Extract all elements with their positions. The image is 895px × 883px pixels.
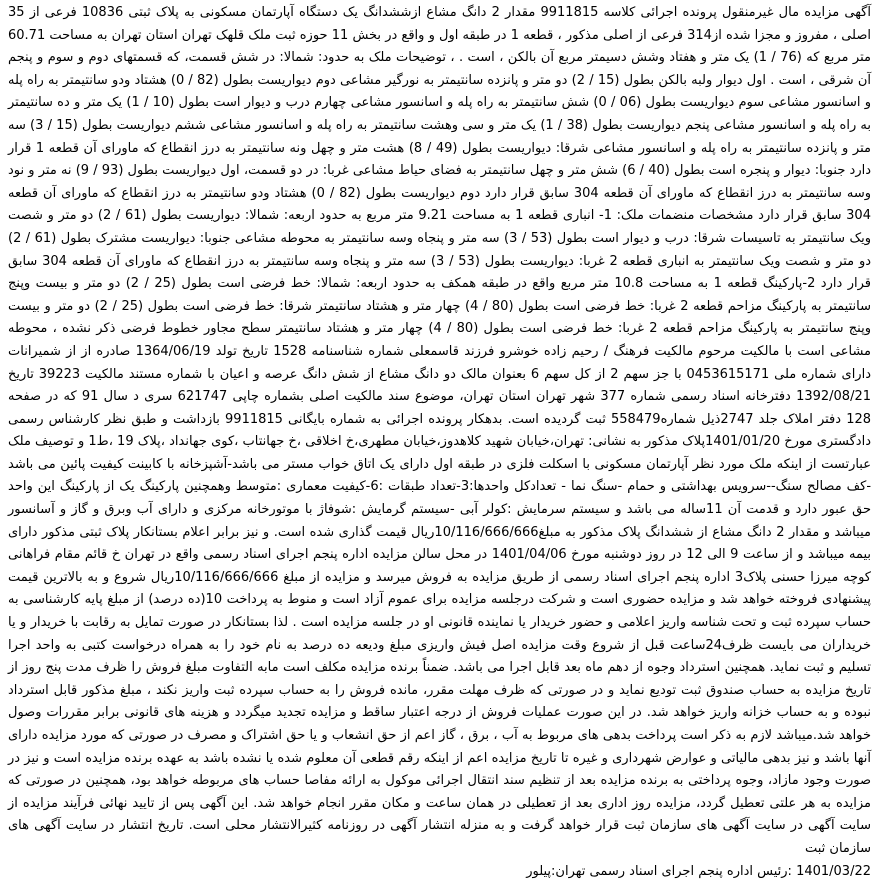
notice-footer: 1401/03/22 :رئیس اداره پنجم اجرای اسناد رسمی تهران:پیلور (526, 863, 871, 879)
notice-body: آگهی مزایده مال غیرمنقول پرونده اجرائی کلاسه 9911815 مقدار 2 دانگ مشاع ازششدانگ یک دستگاه آپارتمان مسکونی به پلاک ثبتی 10836 فرعی از 35 اصلی ، مفروز و مجزا شده از314 فرعی از اصلی مذکور ، قطعه 1 در طبقه اول و واقع در بخش 11 حوزه ثبت ملک قلهک تهران استان تهران به مساحت 60.71 متر مربع که (76 / 1) یک متر و هفتاد وشش دسیمتر مربع آن بالکن ، است . ، توضیحات ملک به حدود: شمالا: در شش قسمت، که قسمتهای دوم و سوم و پنجم آن شرقی ، است . اول دیوار ولبه بالکن بطول (15 / 2) دو متر و پانزده سانتیمتر به نورگیر مشاعی دوم دیواریست بطول (82 / 0) هشتاد ودو سانتیمتر به راه پله و اسانسور مشاعی سوم دیواریست بطول (06 / 0) شش سانتیمتر به راه پله و اسانسور مشاعی چهارم درب و دیوار است بطول (10 / 1) یک متر و ده سانتیمتر به راه پله و اسانسور مشاعی پنجم دیواریست بطول (38 / 1) یک متر و سی وهشت سانتیمتر به راه پله و اسانسور مشاعی ششم دیواریست بطول (15 / 3) سه متر و پانزده سانتیمتر به راه پله و اسانسور مشاعی شرقا: دیواریست بطول (49 / 8) هشت متر و چهل ونه سانتیمتر به درز انقطاع که ماورای آن قطعه 1 قرار دارد جنوبا: دیوار و پنجره است بطول (40 / 6) شش متر و چهل سانتیمتر به فضای حیاط مشاعی غربا: در دو قسمت، اول دیواریست بطول (93 / 9) نه متر و نود وسه سانتیمتر به درز انقطاع که ماورای آن قطعه 304 سابق قرار دارد دوم دیواریست بطول (82 / 0) هشتاد ودو سانتیمتر به درز انقطاع که ماورای آن قطعه 304 سابق قرار دارد مشخصات منضمات ملک: 1- انباری قطعه 1 به مساحت 9.21 متر مربع به حدود اربعه: شمالا: دیواریست بطول (61 / 2) دو متر و شصت ویک سانتیمتر به تاسیسات شرقا: درب و دیوار است بطول (53 / 3) سه متر و پنجاه وسه سانتیمتر به محوطه مشاعی جنوبا: دیواریست مشترک بطول (61 / 2) دو متر و شصت ویک سانتیمتر به انباری قطعه 2 غربا: دیواریست بطول (53 / 3) سه متر و پنجاه وسه سانتیمتر به درز انقطاع که ماورای آن قطعه 304 سابق قرار دارد 2-پارکینگ قطعه 1 به مساحت 10.8 متر مربع واقع در طبقه همکف به حدود اربعه: شمالا: خط فرضی است بطول (25 / 2) دو متر و بیست وپنج سانتیمتر به پارکینگ مزاحم قطعه 2 غربا: خط فرضی است بطول (80 / 4) چهار متر و هشتاد سانتیمتر شرقا: خط فرضی است بطول (25 / 2) دو متر و بیست وپنج سانتیمتر به پارکینگ مزاحم قطعه 2 غربا: خط فرضی است بطول (80 / 4) چهار متر و هشتاد سانتیمتر سطح مجاور خطوط فرضی ذکر نشده ، محوطه مشاعی است با مالکیت مرحوم مالکیت فرهنگ / رحیم زاده خوشرو فرزند قاسمعلی شماره شناسنامه 1528 تاریخ تولد 1364/06/19 صادره از از شمیرانات دارای شماره ملی 0453615171 با جز سهم 2 از کل سهم 6 بعنوان مالک دو دانگ مشاع از شش دانگ عرصه و اعیان با شماره مستند مالکیت 39223 تاریخ 1392/08/21 دفترخانه اسناد رسمی شماره 377 شهر تهران استان تهران، موضوع سند مالکیت اصلی بشماره چاپی 621747 سری د سال 91 که در صفحه 128 دفتر املاک جلد 2747ذیل شماره558479 ثبت گردیده است. بدهکار پرونده اجرائی به شماره بایگانی 9911815 بازداشت و طبق نظر کارشناس رسمی دادگستری مورخ 1401/01/20پلاک مذکور به نشانی: تهران،خیابان شهید کلاهدوز،خیابان مطهری،خ اخلاقی ،خ جهانتاب ،کوی جهانداد ،پلاک 19 ،ط1 و توصیف ملک عبارتست از اینکه ملک مورد نظر آپارتمان مسکونی با اسکلت فلزی در طبقه اول دارای یک اتاق خواب مستر می باشد-آشپزخانه با کابینت کیفیت پائین می باشد -کف مصالح سنگ--سرویس بهداشتی و حمام -سنگ نما - تعدادکل واحدها:3-تعداد طبقات :6-کیفیت معماری :متوسط وهمچنین پارکینگ یک از پارکینگ این واحد حق عبور دارد و قدمت آن 11ساله می باشد و سیستم سرمایش :کولر آبی -سیستم گرمایش :شوفاژ با موتورخانه مرکزی و دارای آب وبرق و گاز و آسانسور میباشد و مقدار 2 دانگ مشاع از ششدانگ پلاک مذکور به مبلغ10/116/666/666ریال قیمت گذاری شده است. و نیز برابر اعلام بستانکار پلاک ثبتی مذکور دارای بیمه میباشد و از ساعت 9 الی 12 در روز دوشنبه مورخ 1401/04/06 در محل سالن مزایده اداره پنجم اجرای اسناد رسمی واقع در تهران خ قائم مقام فراهانی کوچه میرزا حسنی پلاک3 اداره پنجم اجرای اسناد رسمی از طریق مزایده به فروش میرسد و مزایده از مبلغ 10/116/666/666ریال شروع و به بالاترین قیمت پیشنهادی فروخته خواهد شد و مزایده حضوری است و شرکت درجلسه مزایده برای عموم آزاد است و منوط به پرداخت 10(ده درصد) از مبلغ پایه کارشناسی به حساب سپرده ثبت و تحت شناسه واریز اعلامی و حضور خریدار یا نماینده قانونی او در جلسه مزایده است . لذا بستانکار در صورت تمایل به رقابت با خریدار و یا خریداران می بایست ظرف24ساعت قبل از شروع وقت مزایده اصل فیش واریزی مبلغ ودیعه ده درصد به نام خود را به همراه درخواست کتبی به واحد اجرا تسلیم و ثبت نماید. همچنین استرداد وجوه از دهم ماه بعد قابل اجرا می باشد. ضمناً برنده مزایده مکلف است مابه التفاوت مبلغ فروش را ظرف مدت پنج روز از تاریخ مزایده به حساب صندوق ثبت تودیع نماید و در صورتی که ظرف مهلت مقرر، مانده فروش را به حساب سپرده ثبت واریز نکند ، مبلغ مذکور قابل استرداد نبوده و به حساب خزانه واریز خواهد شد. در این صورت عملیات فروش از درجه اعتبار ساقط و مزایده تجدید میگردد و هزینه های قانونی برابر مقررات وصول خواهد شد.میباشد لازم به ذکر است پرداخت بدهی های مربوط به آب ، برق ، گاز اعم از حق انشعاب و یا حق اشتراک و مصرف در صورتی که مورد مزایده دارای آنها باشد و نیز بدهی مالیاتی و عوارض شهرداری و غیره تا تاریخ مزایده اعم از اینکه رقم قطعی آن معلوم شده یا نشده باشد به عهده برنده مزایده است و نیز در صورت وجود مازاد، وجوه پرداختی به برنده مزایده بعد از تنظیم سند انتقال اجرائی موکول به ارائه مفاصا حساب های مربوطه خواهد بود، همچنین در صورتی که مزایده به هر علتی تعطیل گردد، مزایده روز اداری بعد از تعطیلی در همان ساعت و مکان مقرر انجام خواهد شد. این آگهی پس از تایید نهائی فرآیند مزایده از سایت آگهی در سایت آگهی های سازمان ثبت قرار خواهد گرفت و به منزله انتشار آگهی در روزنامه کثیرالانتشار محلی است. تاریخ انتشار در سایت آگهی های سازمان ثبت (8, 5, 872, 856)
